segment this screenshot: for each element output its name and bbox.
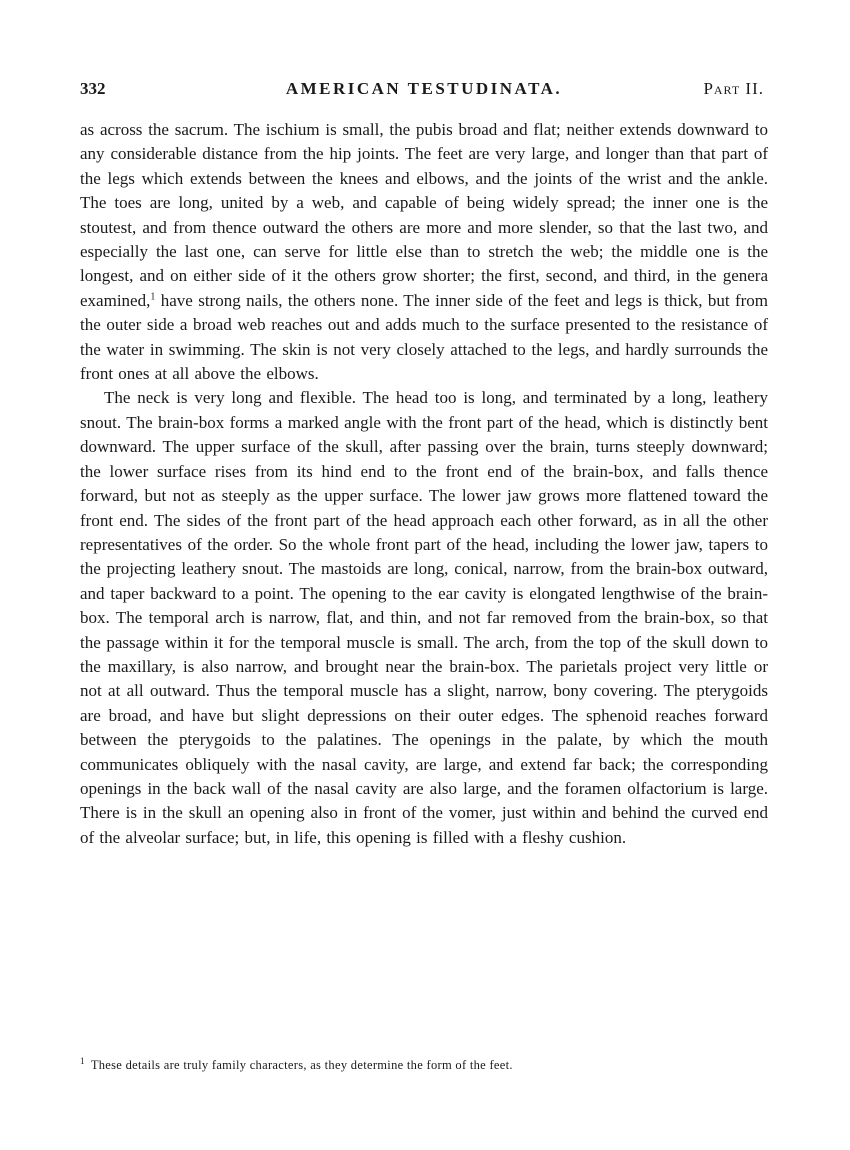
page-number: 332 — [80, 79, 106, 98]
document-page — [80, 0, 768, 1150]
footnote-reference[interactable]: 1 — [150, 291, 156, 303]
footnote-mark: 1 — [80, 1055, 85, 1066]
book-title: AMERICAN TESTUDINATA. — [285, 79, 563, 98]
part-label: Part II. — [703, 79, 764, 98]
paragraph-1 — [80, 118, 768, 386]
body-text — [80, 118, 768, 850]
running-header — [80, 76, 768, 102]
paragraph-1-text-rest: have strong nails, the others none. The inner side of the feet and legs is thick, but from the outer side a broad web reaches out and adds much to the surface presented to the resistance of the water in swimming. The skin is not very closely attached to the legs, and hardly surrounds the front ones at all above the elbows. — [80, 290, 768, 384]
footnote-text: These details are truly family characters, as they determine the form of the feet. — [90, 1058, 513, 1072]
paragraph-1-text: as across the sacrum. The ischium is small, the pubis broad and flat; neither extends downward to any considerable distance from the hip joints. The feet are very large, and longer than that part of the legs which extends between the knees and elbows, and the joints of the wrist and the ankle. The toes are long, united by a web, and capable of being widely spread; the inner one is the stoutest, and from thence outward the others are more and more slender, so that the last two, and especially the last one, can serve for little else than to stretch the web; the middle one is the longest, and on either side of it the others grow shorter; the first, second, and third, in the genera examined, — [80, 120, 768, 310]
footnote — [80, 1056, 688, 1074]
paragraph-2: The neck is very long and flexible. The head too is long, and terminated by a long, leathery snout. The brain-box forms a marked angle with the front part of the head, which is distinctly bent downward. The upper surface of the skull, after passing over the brain, turns steeply downward; the lower surface rises from its hind end to the front end of the brain-box, and falls thence forward, but not as steeply as the upper surface. The lower jaw grows more flattened toward the front end. The sides of the front part of the head approach each other forward, as in all the other representatives of the order. So the whole front part of the head, including the lower jaw, tapers to the projecting leathery snout. The mastoids are long, conical, narrow, from the brain-box outward, and taper backward to a point. The opening to the ear cavity is elongated lengthwise of the brain-box. The temporal arch is narrow, flat, and thin, and not far removed from the brain-box, so that the passage within it for the temporal muscle is small. The arch, from the top of the skull down to the maxillary, is also narrow, and brought near the brain-box. The parietals project very little or not at all outward. Thus the temporal muscle has a slight, narrow, bony covering. The pterygoids are broad, and have but slight depressions on their outer edges. The sphenoid reaches forward between the pterygoids to the palatines. The openings in the palate, by which the mouth communicates obliquely with the nasal cavity, are large, and extend far back; the corresponding openings in the back wall of the nasal cavity are also large, and the foramen olfactorium is large. There is in the skull an opening also in front of the vomer, just within and behind the curved end of the alveolar surface; but, in life, this opening is filled with a fleshy cushion. — [80, 388, 768, 847]
